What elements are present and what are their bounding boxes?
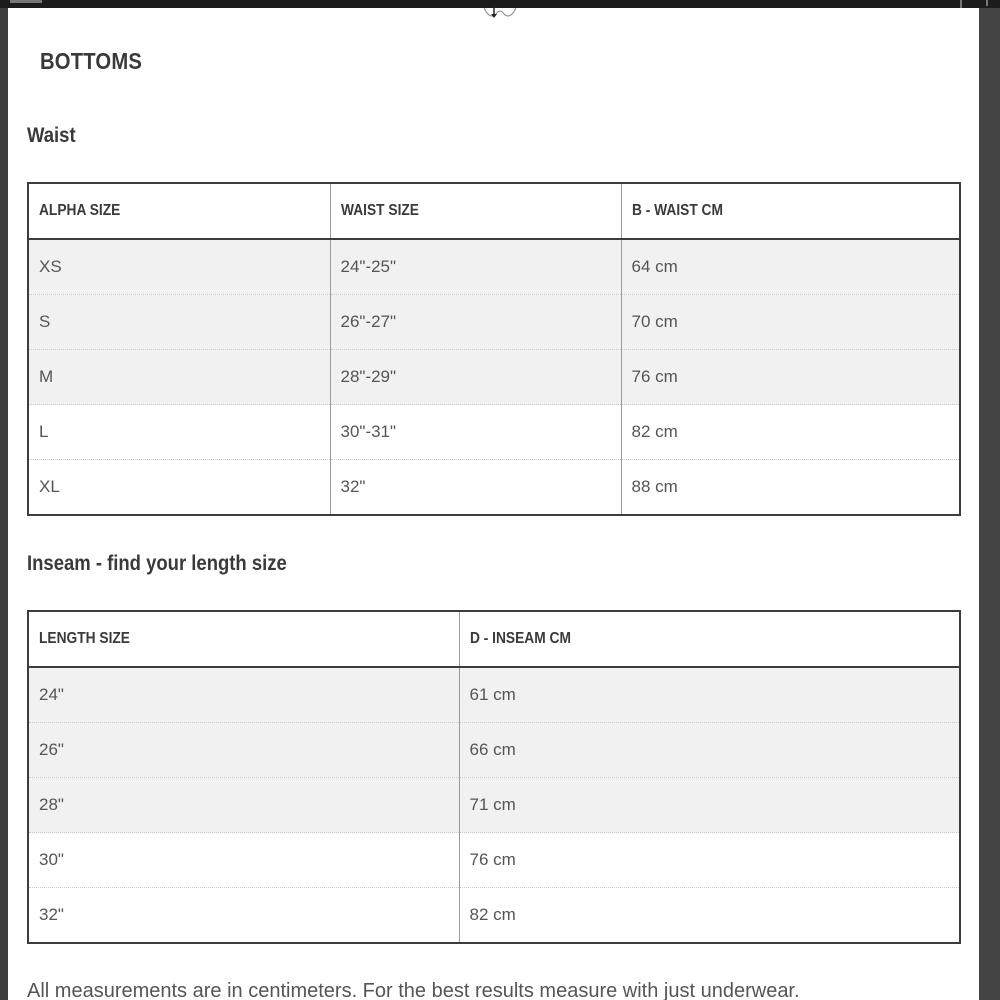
cart-icon[interactable] — [936, 0, 996, 8]
table-cell: 26"-27" — [330, 295, 621, 350]
column-header: WAIST SIZE — [330, 183, 621, 239]
table-cell: 28" — [28, 778, 459, 833]
table-cell: 76 cm — [621, 350, 960, 405]
column-header: B - WAIST CM — [621, 183, 960, 239]
table-row — [28, 667, 960, 723]
menu-icon[interactable] — [10, 0, 42, 3]
table-cell: 71 cm — [459, 778, 960, 833]
table-row — [28, 833, 960, 888]
table-row — [28, 723, 960, 778]
table-row — [28, 888, 960, 944]
size-guide-modal — [8, 8, 979, 1000]
table-cell: 70 cm — [621, 295, 960, 350]
top-navigation-bar — [0, 0, 1000, 8]
table-cell: 28"-29" — [330, 350, 621, 405]
table-cell: XL — [28, 460, 330, 516]
table-cell: XS — [28, 239, 330, 295]
table-row — [28, 778, 960, 833]
waist-section-title: Waist — [27, 124, 76, 147]
table-row — [28, 295, 960, 350]
table-cell: 88 cm — [621, 460, 960, 516]
column-header: ALPHA SIZE — [28, 183, 330, 239]
scroll-gutter — [979, 8, 1000, 1000]
table-cell: 24" — [28, 667, 459, 723]
table-cell: 24"-25" — [330, 239, 621, 295]
column-header: LENGTH SIZE — [28, 611, 459, 667]
table-cell: 26" — [28, 723, 459, 778]
table-row — [28, 350, 960, 405]
page-title: BOTTOMS — [40, 48, 143, 74]
brand-logo-icon[interactable] — [470, 0, 530, 22]
table-cell: 61 cm — [459, 667, 960, 723]
inseam-size-table — [27, 610, 961, 944]
table-cell: 76 cm — [459, 833, 960, 888]
table-cell: 30" — [28, 833, 459, 888]
table-cell: 32" — [28, 888, 459, 944]
table-cell: S — [28, 295, 330, 350]
table-cell: 66 cm — [459, 723, 960, 778]
measurement-footnote: All measurements are in centimeters. For the best results measure with just underwear. — [27, 980, 800, 1000]
table-row — [28, 405, 960, 460]
table-cell: 82 cm — [459, 888, 960, 944]
table-row — [28, 239, 960, 295]
table-cell: 30"-31" — [330, 405, 621, 460]
table-cell: 64 cm — [621, 239, 960, 295]
column-header: D - INSEAM CM — [459, 611, 960, 667]
table-cell: M — [28, 350, 330, 405]
table-header-row — [28, 183, 960, 239]
table-cell: 82 cm — [621, 405, 960, 460]
table-cell: L — [28, 405, 330, 460]
table-row — [28, 460, 960, 516]
inseam-section-title: Inseam - find your length size — [27, 552, 287, 575]
table-cell: 32" — [330, 460, 621, 516]
table-header-row — [28, 611, 960, 667]
waist-size-table — [27, 182, 961, 516]
